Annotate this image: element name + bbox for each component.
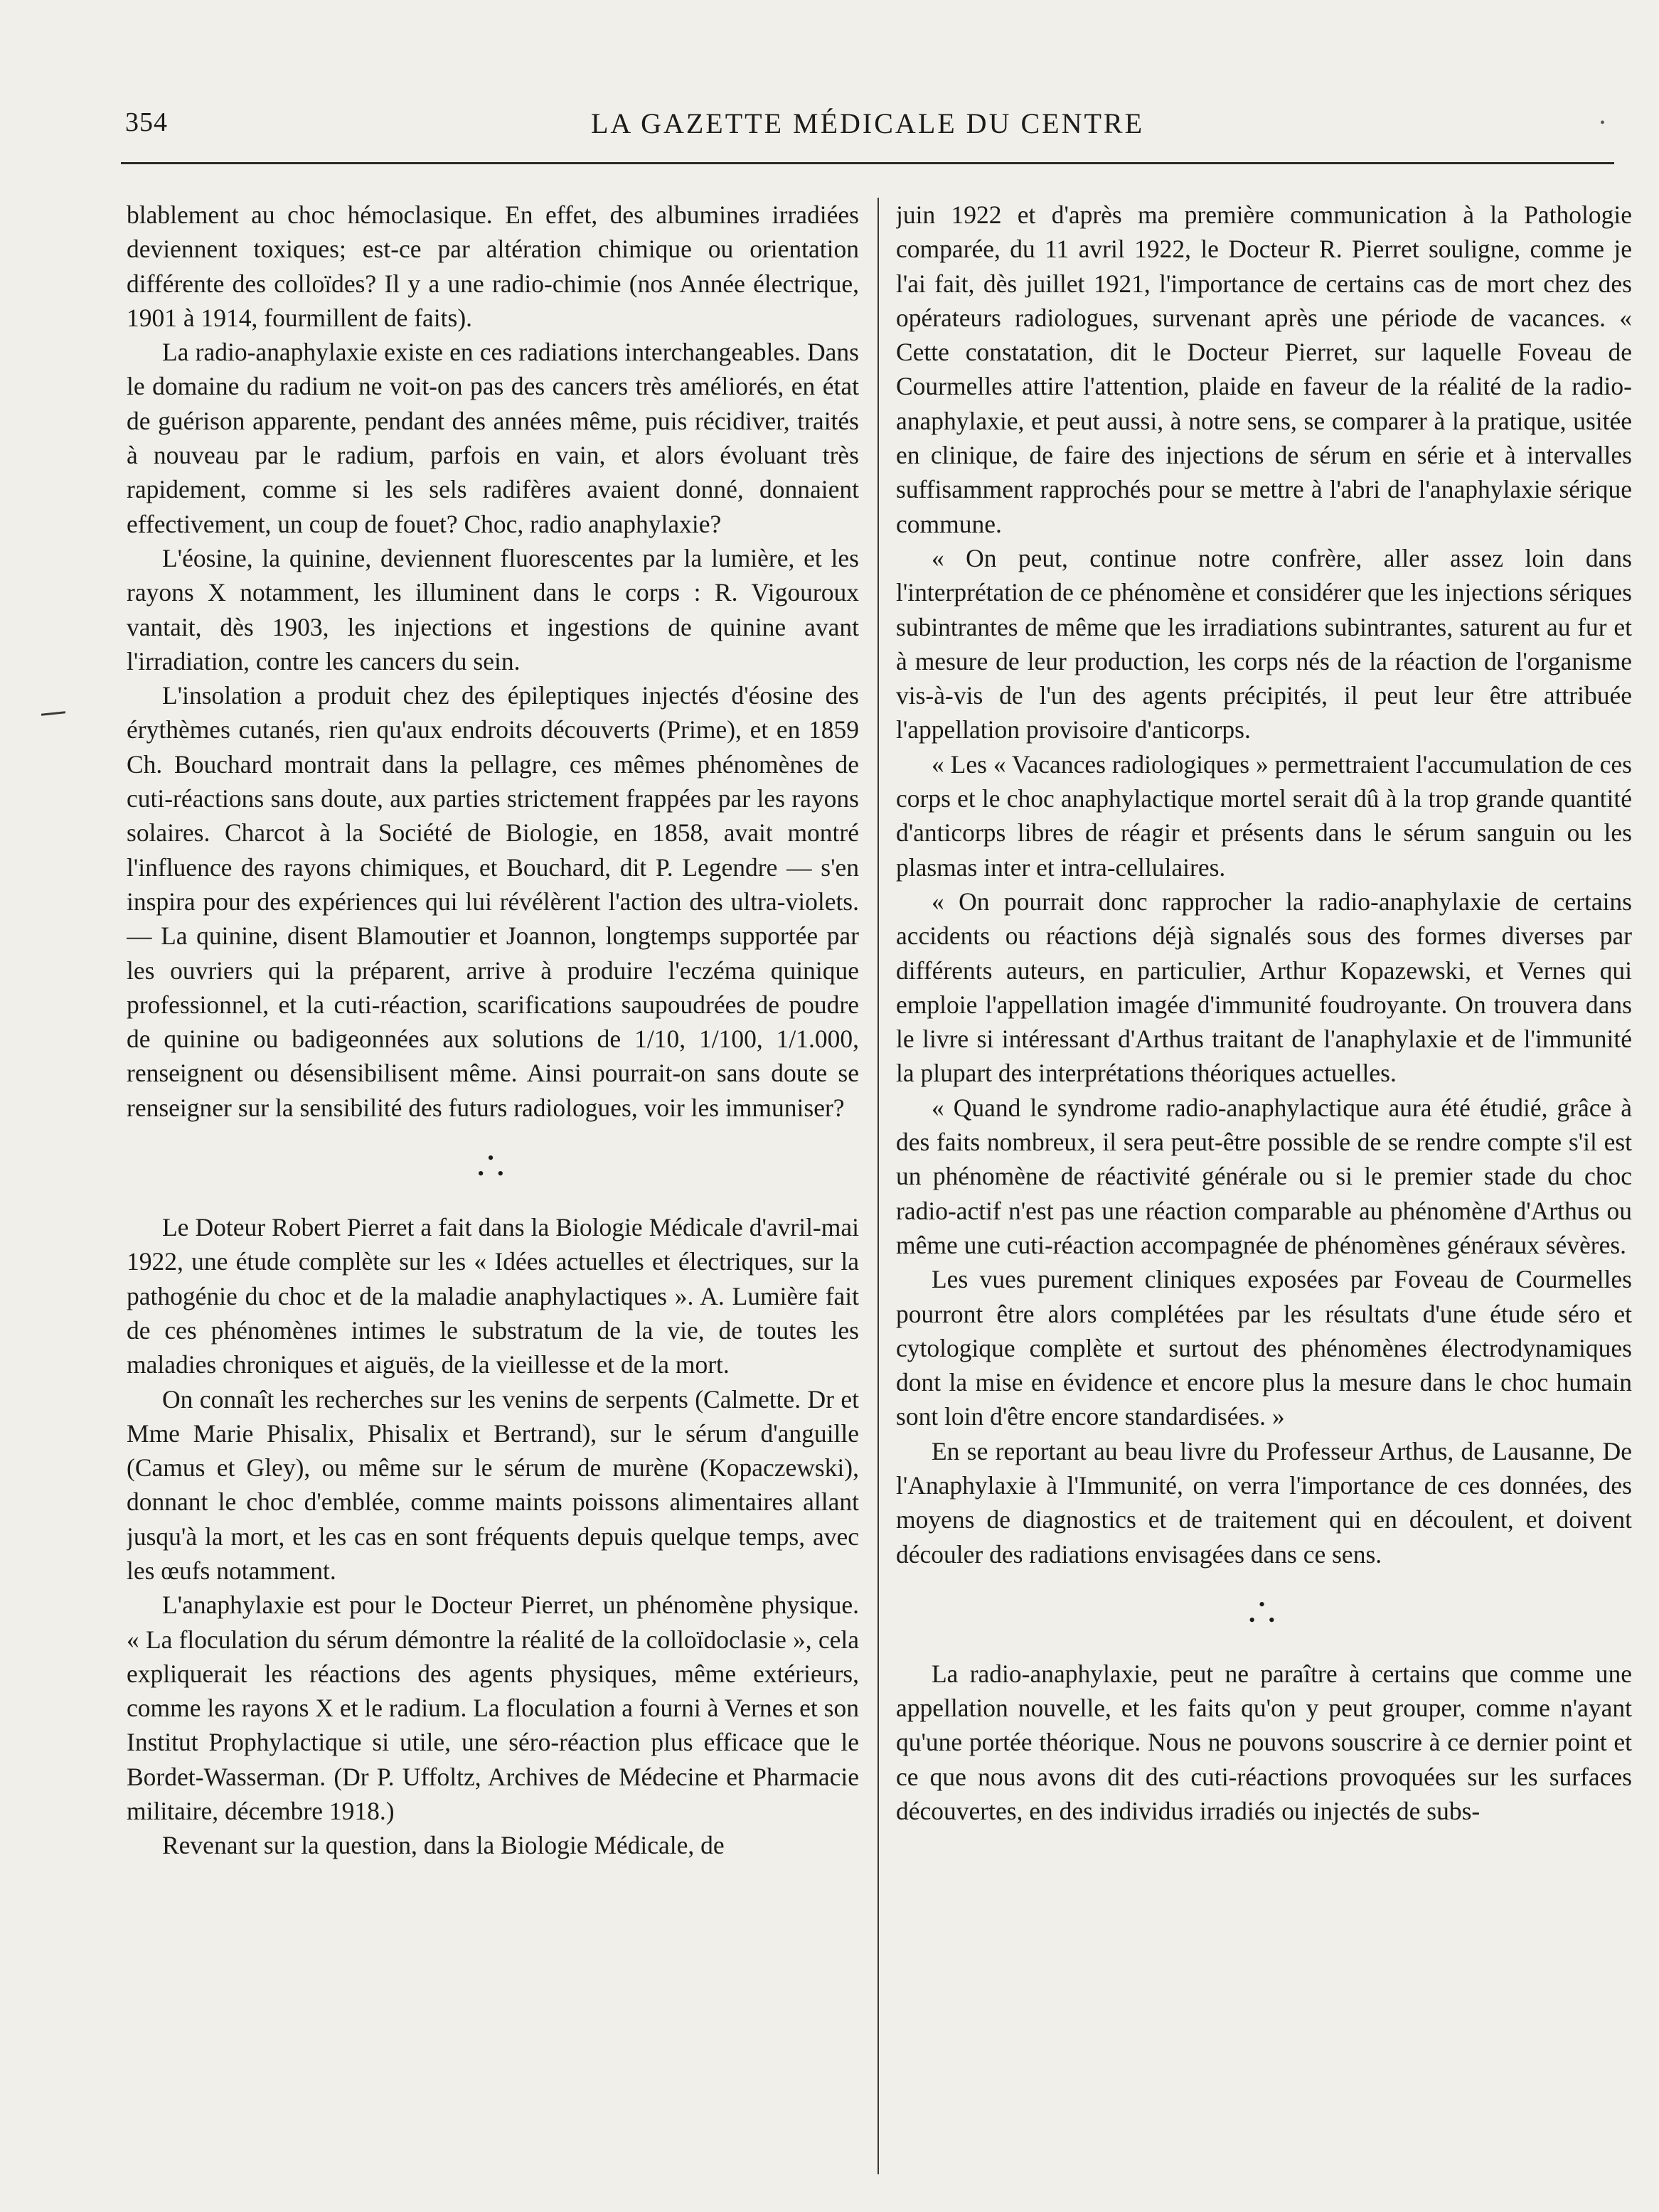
separator-bottom: • •: [1249, 1609, 1279, 1630]
paragraph: La radio-anaphylaxie, peut ne paraître à certains que comme une appellation nouvelle, et les faits qu'on y peut grouper, comme n'ayant qu'une portée théorique. Nous ne pouvons souscrire à ce dernier point et ce que nous avons dit des cuti-réactions provoquées sur les surfaces découvertes, en des individus irradiés ou injectés de subs-: [896, 1659, 1632, 1826]
paragraph: Les vues purement cliniques exposées par Foveau de Courmelles pourront être alors complétées par les résultats d'une étude séro et cytologique complète et surtout des phénomènes électrodynamiques dont la mise en évidence et encore plus la mesure dans le choc humain sont loin d'être encore standardisées. »: [896, 1265, 1632, 1431]
section-separator: [896, 1593, 1632, 1630]
separator-bottom: • •: [477, 1163, 508, 1185]
running-title: LA GAZETTE MÉDICALE DU CENTRE: [590, 107, 1144, 139]
column-divider: [877, 198, 879, 2174]
separator-top: •: [1258, 1593, 1270, 1615]
paragraph: Revenant sur la question, dans la Biologie Médicale, de: [162, 1831, 725, 1860]
left-column: [127, 198, 859, 2189]
paragraph: En se reportant au beau livre du Professeur Arthus, de Lausanne, De l'Anaphylaxie à l'Immunité, on verra l'importance de ces données, des moyens de diagnostics et de traitement qui en découlent, et doivent découler des radiations envisagées dans ce sens.: [896, 1436, 1632, 1569]
paragraph: Le Doteur Robert Pierret a fait dans la Biologie Médicale d'avril-mai 1922, une étude complète sur les « Idées actuelles et électriques, sur la pathogénie du choc et de la maladie anaphylactiques ». A. Lumière fait de ces phénomènes intimes le substratum de la vie, de toutes les maladies chroniques et aiguës, de la vieillesse et de la mort.: [127, 1213, 859, 1379]
paragraph: « Quand le syndrome radio-anaphylactique aura été étudié, grâce à des faits nombreux, il sera peut-être possible de se rendre compte s'il est un phénomène de réactivité générale ou si le premier stade du choc radio-actif n'est pas une réaction comparable au phénomène d'Arthus ou même une cuti-réaction accompagnée de phénomènes généraux sévères.: [896, 1093, 1632, 1259]
paragraph: On connaît les recherches sur les venins de serpents (Calmette. Dr et Mme Marie Phisalix, Phisalix et Bertrand), sur le sérum d'anguille (Camus et Gley), ou même sur le sérum de murène (Kopaczewski), donnant le choc d'emblée, comme maints poissons alimentaires allant jusqu'à la mort, et les cas en sont fréquents depuis quelque temps, avec les œufs notamment.: [127, 1384, 859, 1585]
paragraph: L'éosine, la quinine, deviennent fluorescentes par la lumière, et les rayons X notamment, les illuminent dans le corps : R. Vigouroux vantait, dès 1903, les injections et ingestions de quinine avant l'irradiation, contre les cancers du sein.: [127, 543, 859, 675]
paragraph: blablement au choc hémoclasique. En effet, des albumines irradiées deviennent toxiques; est-ce par altération chimique ou orientation différente des colloïdes? Il y a une radio-chimie (nos Année électrique, 1901 à 1914, fourmillent de faits).: [127, 201, 859, 332]
page-header: [121, 107, 1614, 149]
separator-top: •: [487, 1148, 498, 1169]
corner-mark: •: [1600, 115, 1606, 131]
page-number: 354: [125, 107, 168, 137]
paragraph: « Les « Vacances radiologiques » permettraient l'accumulation de ces corps et le choc anaphylactique mortel serait dû à la trop grande quantité d'anticorps libres de réagir et présents dans le sérum sanguin ou les plasmas inter et intra-cellulaires.: [896, 749, 1632, 882]
paragraph: « On peut, continue notre confrère, aller assez loin dans l'interprétation de ce phénomène et considérer que les injections sériques subintrantes de même que les irradiations subintrantes, saturent au fur et à mesure de leur production, les corps nés de la réaction de l'organisme vis-à-vis de l'un des agents précipités, il peut leur être attribuée l'appellation provisoire d'anticorps.: [896, 543, 1632, 744]
margin-pencil-mark: [41, 711, 65, 716]
paragraph: L'insolation a produit chez des épileptiques injectés d'éosine des érythèmes cutanés, rien qu'aux endroits découverts (Prime), et en 1859 Ch. Bouchard montrait dans la pellagre, ces mêmes phénomènes de cuti-réactions sans doute, aux parties strictement frappées par les rayons solaires. Charcot à la Société de Biologie, en 1858, avait montré l'influence des rayons chimiques, et Bouchard, dit P. Legendre — s'en inspira pour des expériences qui lui révélèrent l'action des ultra-violets. — La quinine, disent Blamoutier et Joannon, longtemps supportée par les ouvriers qui la préparent, arrive à produire l'eczéma quinique professionnel, et la cuti-réaction, scarifications saupoudrées de poudre de quinine ou badigeonnées aux solutions de 1/10, 1/100, 1/1.000, renseignent ou désensibilisent même. Ainsi pourrait-on sans doute se renseigner sur la sensibilité des futurs radiologues, voir les immuniser?: [127, 681, 859, 1122]
paragraph: La radio-anaphylaxie existe en ces radiations interchangeables. Dans le domaine du radium ne voit-on pas des cancers très améliorés, en état de guérison apparente, pendant des années même, puis récidiver, traités à nouveau par le radium, parfois en vain, et alors évoluant très rapidement, comme si les sels radifères avaient donné, donnaient effectivement, un coup de fouet? Choc, radio anaphylaxie?: [127, 338, 859, 538]
header-rule: [121, 162, 1614, 164]
right-column: [896, 198, 1632, 2189]
paragraph: L'anaphylaxie est pour le Docteur Pierret, un phénomène physique. « La floculation du sérum démontre la réalité de la colloïdoclasie », cela expliquerait les réactions des agents physiques, même extérieurs, comme les rayons X et le radium. La floculation a fourni à Vernes et son Institut Prophylactique si utile, une séro-réaction plus efficace que le Bordet-Wasserman. (Dr P. Uffoltz, Archives de Médecine et Pharmacie militaire, décembre 1918.): [127, 1591, 859, 1826]
paragraph: juin 1922 et d'après ma première communication à la Pathologie comparée, du 11 avril 1922, le Docteur R. Pierret souligne, comme je l'ai fait, dès juillet 1921, l'importance de certains cas de mort chez des opérateurs radiologues, survenant après une période de vacances. « Cette constatation, dit le Docteur Pierret, sur laquelle Foveau de Courmelles attire l'attention, plaide en faveur de la réalité de la radio-anaphylaxie, et peut aussi, à notre sens, se comparer à la pratique, usitée en clinique, de faire des injections de sérum en série et à intervalles suffisamment rapprochés pour se mettre à l'abri de l'anaphylaxie sérique commune.: [896, 201, 1632, 538]
paragraph: « On pourrait donc rapprocher la radio-anaphylaxie de certains accidents ou réactions déjà signalés sous des formes diverses par différents auteurs, en particulier, Arthur Kopazewski, et Vernes qui emploie l'appellation imagée d'immunité foudroyante. On trouvera dans le livre si intéressant d'Arthus traitant de l'anaphylaxie et de l'immunité la plupart des interprétations théoriques actuelles.: [896, 887, 1632, 1088]
section-separator: [127, 1148, 859, 1185]
